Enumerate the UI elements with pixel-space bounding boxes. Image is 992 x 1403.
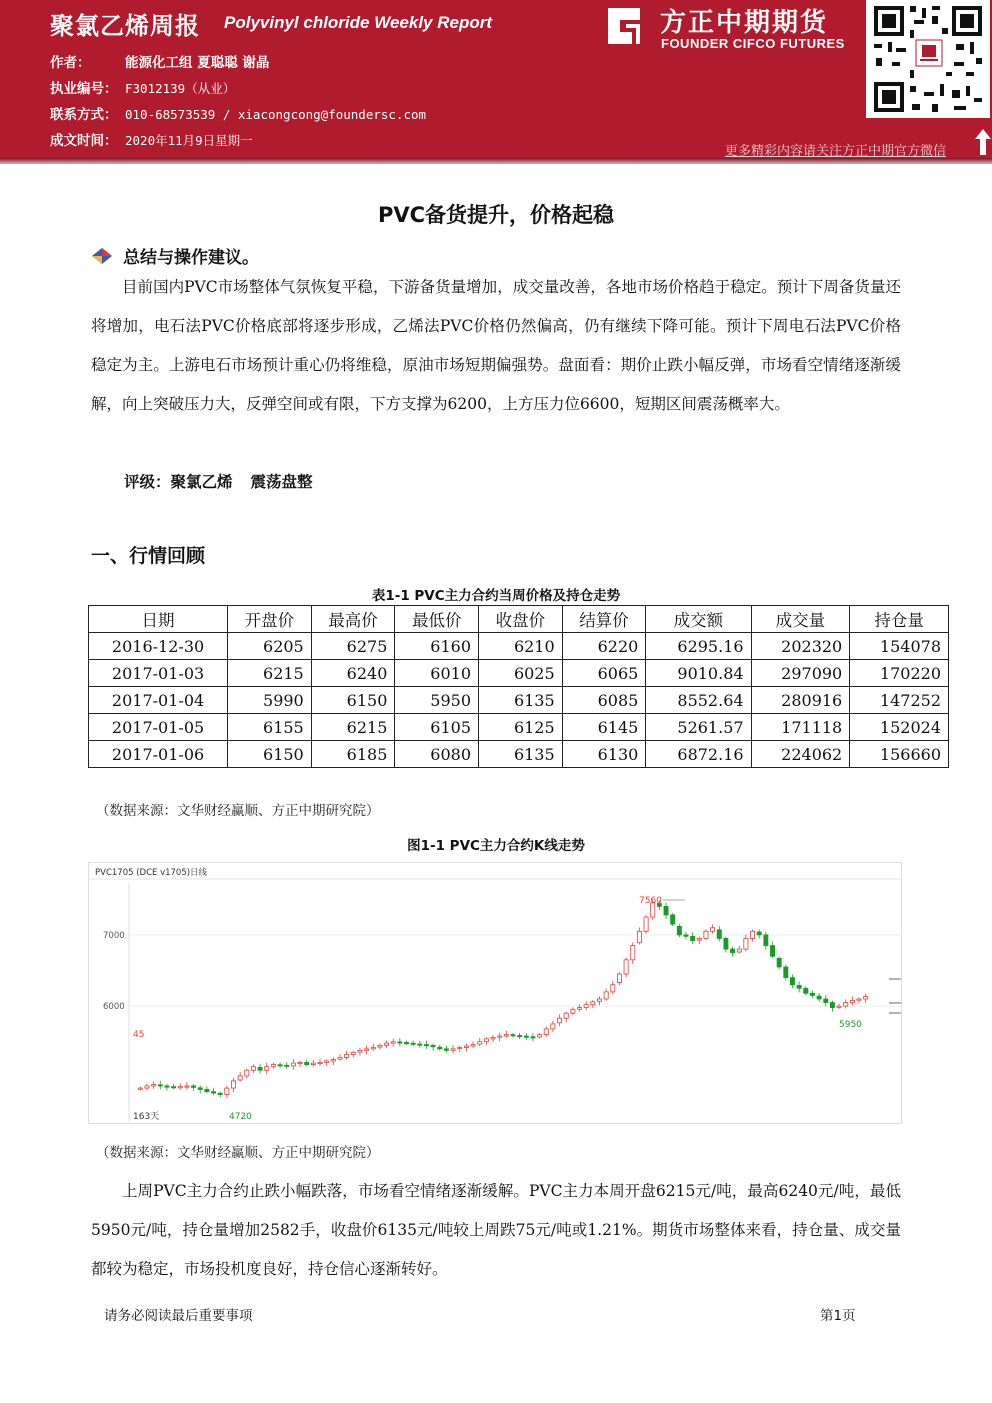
candle-up <box>291 1063 295 1066</box>
candle-down <box>810 993 814 995</box>
candle-up <box>351 1052 355 1054</box>
candle-up <box>365 1049 369 1050</box>
candle-up <box>331 1060 335 1061</box>
candle-up <box>737 949 741 952</box>
candle-down <box>764 935 768 946</box>
summary-paragraph <box>91 268 901 424</box>
candle-down <box>418 1044 422 1045</box>
candle-up <box>544 1029 548 1035</box>
annotation-bottom-label: 163天 <box>133 1112 160 1122</box>
candle-up <box>551 1024 555 1029</box>
brand-name-en: FOUNDER CIFCO FUTURES <box>661 36 845 51</box>
candle-up <box>611 985 615 992</box>
candle-down <box>777 958 781 967</box>
license-row <box>50 77 235 97</box>
candle-up <box>591 1002 595 1005</box>
cell-close: 6125 <box>479 714 563 741</box>
cell-settle: 6065 <box>562 660 646 687</box>
candle-up <box>138 1088 142 1089</box>
candle-up <box>311 1063 315 1064</box>
contact-label: 联系方式： <box>50 107 118 123</box>
cell-open: 6155 <box>228 714 312 741</box>
cell-settle: 6085 <box>562 687 646 714</box>
price-table <box>88 605 949 768</box>
cell-date: 2017-01-04 <box>89 687 228 714</box>
candle-down <box>830 1003 834 1008</box>
table-source-note: （数据来源：文华财经赢顺、方正中期研究院） <box>96 803 380 819</box>
col-header: 开盘价 <box>228 606 312 633</box>
candle-up <box>491 1037 495 1038</box>
candle-up <box>631 946 635 960</box>
candle-up <box>597 999 601 1001</box>
cell-date: 2017-01-05 <box>89 714 228 741</box>
document-title: PVC备货提升，价格起稳 <box>377 203 615 227</box>
candle-down <box>531 1037 535 1038</box>
candle-up <box>617 974 621 983</box>
candle-up <box>245 1070 249 1076</box>
cell-volume: 280916 <box>751 687 850 714</box>
candle-up <box>844 1003 848 1007</box>
candle-down <box>258 1067 262 1070</box>
candle-up <box>504 1035 508 1036</box>
brand-logo-icon <box>604 4 644 48</box>
candle-down <box>211 1092 215 1093</box>
report-title-en: Polyvinyl chloride Weekly Report <box>224 13 492 32</box>
up-arrow-icon <box>974 128 992 156</box>
cell-high: 6150 <box>311 687 395 714</box>
candle-up <box>384 1043 388 1045</box>
rating-label: 评级：聚氯乙烯 <box>124 473 233 491</box>
rating-line <box>124 470 313 492</box>
candle-down <box>817 996 821 999</box>
candle-up <box>458 1047 462 1048</box>
candle-down <box>524 1036 528 1037</box>
candle-up <box>325 1061 329 1062</box>
col-header: 成交额 <box>646 606 751 633</box>
candle-up <box>604 992 608 999</box>
candle-down <box>724 938 728 949</box>
candle-down <box>404 1042 408 1043</box>
candle-up <box>358 1050 362 1052</box>
cell-low: 6105 <box>395 714 479 741</box>
candle-up <box>571 1010 575 1014</box>
col-header: 最高价 <box>311 606 395 633</box>
candle-up <box>850 1000 854 1002</box>
col-header: 最低价 <box>395 606 479 633</box>
candle-up <box>864 997 868 999</box>
candle-down <box>192 1086 196 1087</box>
candle-up <box>391 1042 395 1043</box>
candle-down <box>198 1088 202 1090</box>
section-heading-market-review: 一、行情回顾 <box>91 545 206 567</box>
candle-up <box>345 1055 349 1058</box>
candle-down <box>165 1086 169 1087</box>
candle-up <box>451 1049 455 1050</box>
diamond-bullet-icon <box>91 247 113 265</box>
cell-turnover: 6295.16 <box>646 633 751 660</box>
cell-volume: 297090 <box>751 660 850 687</box>
candle-up <box>498 1036 502 1037</box>
cell-date: 2017-01-06 <box>89 741 228 768</box>
cell-settle: 6220 <box>562 633 646 660</box>
annotation-high: 7560 <box>639 896 662 906</box>
candle-up <box>371 1047 375 1048</box>
table-row <box>89 633 949 660</box>
candle-down <box>731 949 735 953</box>
cell-high: 6215 <box>311 714 395 741</box>
cell-settle: 6130 <box>562 741 646 768</box>
cell-open-interest: 147252 <box>850 687 949 714</box>
candle-down <box>664 906 668 915</box>
author-row <box>50 51 269 71</box>
cell-open-interest: 154078 <box>850 633 949 660</box>
candle-up <box>318 1062 322 1063</box>
candle-up <box>484 1039 488 1042</box>
candle-up <box>644 917 648 931</box>
candle-up <box>697 938 701 940</box>
candle-up <box>145 1086 149 1088</box>
cell-high: 6240 <box>311 660 395 687</box>
kline-chart <box>88 862 902 1124</box>
cell-volume: 171118 <box>751 714 850 741</box>
candle-up <box>152 1085 156 1086</box>
cell-volume: 224062 <box>751 741 850 768</box>
cell-open: 6150 <box>228 741 312 768</box>
cell-close: 6135 <box>479 687 563 714</box>
table-row <box>89 687 949 714</box>
candle-down <box>784 967 788 978</box>
date-value: 2020年11月9日星期一 <box>125 133 253 148</box>
cell-turnover: 8552.64 <box>646 687 751 714</box>
col-header: 收盘价 <box>479 606 563 633</box>
cell-turnover: 5261.57 <box>646 714 751 741</box>
col-header: 持仓量 <box>850 606 949 633</box>
brand-name-cn: 方正中期期货 <box>660 8 829 38</box>
cell-high: 6185 <box>311 741 395 768</box>
cell-open-interest: 152024 <box>850 714 949 741</box>
candle-down <box>158 1085 162 1086</box>
cell-settle: 6145 <box>562 714 646 741</box>
date-label: 成文时间： <box>50 133 118 149</box>
report-title-cn: 聚氯乙烯周报 <box>50 12 200 40</box>
candle-up <box>271 1065 275 1067</box>
chart-title: PVC1705 (DCE v1705)日线 <box>95 868 208 878</box>
wechat-follow-tip[interactable]: 更多精彩内容请关注方正中期官方微信 <box>725 144 947 159</box>
candle-down <box>804 988 808 993</box>
candle-up <box>471 1045 475 1046</box>
candle-down <box>671 915 675 924</box>
summary-heading-text: 总结与操作建议。 <box>123 248 259 268</box>
cell-close: 6210 <box>479 633 563 660</box>
cell-date: 2017-01-03 <box>89 660 228 687</box>
col-header: 结算价 <box>562 606 646 633</box>
candle-down <box>518 1035 522 1036</box>
cell-open: 5990 <box>228 687 312 714</box>
candle-up <box>478 1042 482 1044</box>
table-row <box>89 741 949 768</box>
candle-up <box>251 1067 255 1071</box>
candle-up <box>577 1008 581 1010</box>
candle-up <box>558 1018 562 1023</box>
cell-turnover: 9010.84 <box>646 660 751 687</box>
cell-close: 6025 <box>479 660 563 687</box>
candle-down <box>424 1045 428 1046</box>
author-label: 作者： <box>50 55 91 71</box>
author-value: 能源化工组 夏聪聪 谢晶 <box>125 55 270 71</box>
candle-up <box>744 938 748 949</box>
candle-up <box>378 1045 382 1047</box>
candle-up <box>837 1006 841 1007</box>
candle-up <box>711 928 715 932</box>
cell-low: 6010 <box>395 660 479 687</box>
cell-date: 2016-12-30 <box>89 633 228 660</box>
candle-down <box>691 936 695 940</box>
candle-down <box>677 926 681 935</box>
candle-down <box>790 978 794 985</box>
cell-volume: 202320 <box>751 633 850 660</box>
candle-up <box>624 960 628 974</box>
annotation-low-right: 5950 <box>839 1020 862 1030</box>
candle-up <box>298 1062 302 1063</box>
candle-down <box>438 1047 442 1049</box>
candle-up <box>238 1076 242 1080</box>
license-label: 执业编号： <box>50 81 118 97</box>
license-value: F3012139（从业） <box>125 81 236 96</box>
col-header: 成交量 <box>751 606 850 633</box>
contact-row <box>50 103 426 123</box>
chart-source-note: （数据来源：文华财经赢顺、方正中期研究院） <box>96 1145 380 1161</box>
table-row <box>89 660 949 687</box>
candle-down <box>172 1087 176 1088</box>
candle-down <box>305 1062 309 1064</box>
candle-up <box>225 1088 229 1094</box>
wechat-qr-code[interactable] <box>866 0 990 118</box>
candle-down <box>770 946 774 957</box>
rating-value: 震荡盘整 <box>250 473 313 491</box>
candle-down <box>444 1049 448 1050</box>
cell-low: 5950 <box>395 687 479 714</box>
candle-up <box>338 1057 342 1059</box>
candle-down <box>797 985 801 988</box>
table-caption: 表1-1 PVC主力合约当周价格及持仓走势 <box>371 588 621 604</box>
candle-down <box>824 999 828 1003</box>
y-tick-label: 6000 <box>103 1002 125 1013</box>
candle-down <box>218 1093 222 1094</box>
candle-down <box>431 1045 435 1046</box>
candles-group <box>138 900 867 1098</box>
candle-up <box>750 931 754 938</box>
candle-down <box>757 932 761 935</box>
annotation-left-label: 45 <box>133 1030 145 1040</box>
candle-up <box>538 1035 542 1037</box>
summary-heading <box>91 243 259 268</box>
cell-open: 6215 <box>228 660 312 687</box>
candle-down <box>511 1035 515 1036</box>
candle-up <box>857 999 861 1000</box>
cell-open-interest: 170220 <box>850 660 949 687</box>
summary-text: 目前国内PVC市场整体气氛恢复平稳，下游备货量增加，成交量改善，各地市场价格趋于稳定。预计下周备货量还将增加，电石法PVC价格底部将逐步形成，乙烯法PVC价格仍然偏高，仍有继续下降可能。预计下周电石法PVC价格稳定为主。上游电石市场预计重心仍将维稳，原油市场短期偏强势。盘面看：期价止跌小幅反弹，市场看空情绪逐渐缓解，向上突破压力大，反弹空间或有限，下方支撑为6200，上方压力位6600，短期区间震荡概率大。 <box>91 278 901 413</box>
cell-high: 6275 <box>311 633 395 660</box>
kline-chart-svg <box>89 863 901 1123</box>
candle-down <box>717 930 721 939</box>
candle-down <box>278 1065 282 1066</box>
chart-caption: 图1-1 PVC主力合约K线走势 <box>407 838 585 854</box>
candle-up <box>185 1086 189 1087</box>
table-header-row <box>89 606 949 633</box>
cell-low: 6080 <box>395 741 479 768</box>
review-text: 上周PVC主力合约止跌小幅跌落，市场看空情绪逐渐缓解。PVC主力本周开盘6215元/吨，最高6240元/吨，最低5950元/吨，持仓量增加2582手，收盘价6135元/吨较上周跌75元/吨或1.21%。期货市场整体来看，持仓量、成交量都较为稳定，市场投机度良好，持仓信心逐渐转好。 <box>91 1182 901 1278</box>
cell-close: 6135 <box>479 741 563 768</box>
candle-up <box>584 1005 588 1008</box>
contact-value: 010-68573539 / xiacongcong@foundersc.com <box>125 107 427 122</box>
page-number: 第1页 <box>820 1308 856 1324</box>
table-row <box>89 714 949 741</box>
candle-down <box>285 1065 289 1066</box>
cell-open-interest: 156660 <box>850 741 949 768</box>
candle-down <box>205 1089 209 1091</box>
cell-low: 6160 <box>395 633 479 660</box>
candle-up <box>265 1067 269 1071</box>
cell-open: 6205 <box>228 633 312 660</box>
candle-up <box>178 1087 182 1088</box>
candle-up <box>464 1046 468 1047</box>
y-tick-label: 7000 <box>103 930 125 941</box>
annotation-low-left: 4720 <box>229 1112 252 1122</box>
candle-down <box>398 1042 402 1043</box>
candle-up <box>637 931 641 942</box>
candle-down <box>411 1043 415 1044</box>
col-header: 日期 <box>89 606 228 633</box>
candle-down <box>684 935 688 936</box>
cell-turnover: 6872.16 <box>646 741 751 768</box>
candle-up <box>231 1081 235 1088</box>
review-paragraph <box>91 1172 901 1289</box>
footer-notice: 请务必阅读最后重要事项 <box>104 1308 253 1324</box>
candle-up <box>704 931 708 938</box>
date-row <box>50 129 253 149</box>
candle-up <box>564 1013 568 1018</box>
